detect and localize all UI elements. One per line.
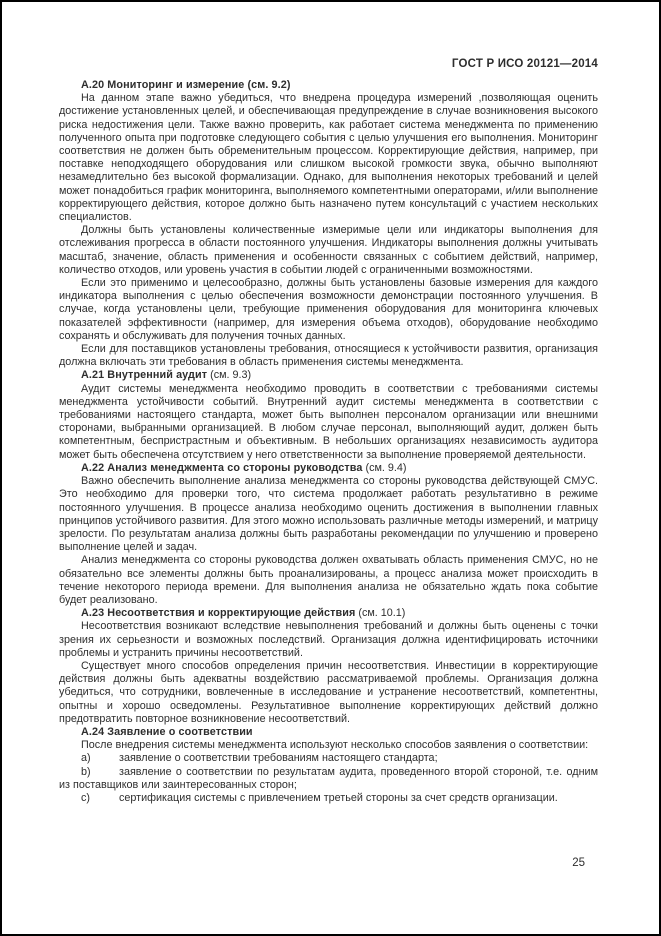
- document-content: [59, 79, 598, 805]
- paragraph: Должны быть установлены количественные измеримые цели или индикаторы выполнения для отслеживания прогресса в области постоянного улучшения. Индикаторы выполнения должны учитывать масштаб, значение, область применения и особенности связанных с событием действий, например, количество отходов, или уровень участия в событии людей с ограниченными возможностями.: [59, 224, 598, 276]
- list-marker-c: c): [81, 791, 90, 804]
- list-text-a: заявление о соответствии требованиям настоящего стандарта;: [119, 752, 438, 765]
- section-heading-a23-bold: А.23 Несоответствия и корректирующие действия: [81, 607, 356, 620]
- paragraph: Анализ менеджмента со стороны руководства должен охватывать область применения СМУС, но не обязательно все элементы должны быть проанализированы, а процесс анализа может происходить в течение некоторого периода времени. Для выполнения анализа не обязательно ждать пока событие будет реализовано.: [59, 554, 598, 606]
- section-heading-a20-bold: А.20 Мониторинг и измерение (см. 9.2): [81, 79, 291, 91]
- list-marker-a: a): [81, 752, 91, 765]
- list-item-b: [59, 766, 598, 792]
- paragraph: Несоответствия возникают вследствие невыполнения требований и должны быть оценены с точки зрения их серьезности и возможных последствий. Организация должна идентифицировать источники проблемы и устранить причины несоответствий.: [59, 620, 598, 659]
- page-number: 25: [572, 857, 585, 869]
- paragraph: После внедрения системы менеджмента используют несколько способов заявления о соответствии:: [81, 739, 589, 752]
- section-heading-a21: [59, 369, 598, 382]
- section-heading-a24: [59, 726, 598, 739]
- paragraph: На данном этапе важно убедиться, что внедрена процедура измерений ,позволяющая оценить достижение установленных целей, и обеспечивающая предупреждение в случае возникновения высокого риска недостижения цели. Также важно проверить, как работает система менеджмента по применению полученного опыта при подготовке следующего события с целью улучшения его выполнения. Мониторинг соответствия не должен быть обременительным процессом. Корректирующие действия, например, при поставке неподходящего оборудования или слишком высокой громкости звука, обычно выполняют незамедлительно без высокой формализации. Однако, для выполнения некоторых требований и целей может понадобиться график мониторинга, выполняемого компетентными операторами, и/или выполнение корректирующего действия, которое должно быть назначено путем консультаций с участием нескольких специалистов.: [59, 92, 598, 224]
- paragraph: Важно обеспечить выполнение анализа менеджмента со стороны руководства действующей СМУС. Это необходимо для проверки того, что система продолжает работать результативно в режиме постоянного улучшения. В процессе анализа необходимо оценить достижения в выполнении главных принципов устойчивого развития. Для этого можно использовать различные методы измерений, и матрицу зрелости. По результатам анализа должны быть разработаны рекомендации по улучшению и проверено выполнение целей и задач.: [59, 475, 598, 554]
- list-item-a: [59, 752, 598, 765]
- list-text-c: сертификация системы с привлечением третьей стороны за счет средств организации.: [119, 791, 558, 804]
- list-text-b: заявление о соответствии по результатам аудита, проведенного второй стороной, т.е. одним из поставщиков или заинтересованных сторон;: [59, 765, 598, 791]
- section-heading-a24-bold: А.24 Заявление о соответствии: [81, 725, 253, 738]
- section-heading-a22-rest: (см. 9.4): [362, 461, 407, 474]
- paragraph: Существует много способов определения причин несоответствия. Инвестиции в корректирующие действия должны быть адекватны воздействию рассматриваемой проблемы. Организация должна убедиться, что сотрудники, вовлеченные в исследование и устранение несоответствий, компетентны, опытны и хорошо осведомлены. Результативное выполнение корректирующих действий должно предотвратить повторное возникновение несоответствий.: [59, 659, 598, 725]
- section-heading-a21-rest: (см. 9.3): [207, 369, 252, 382]
- section-heading-a22-bold: А.22 Анализ менеджмента со стороны руководства: [81, 461, 363, 474]
- paragraph: Если для поставщиков установлены требования, относящиеся к устойчивости развития, организация должна включать эти требования в область применения системы менеджмента.: [59, 343, 598, 369]
- running-header: [59, 58, 598, 70]
- list-marker-b: b): [81, 765, 91, 778]
- section-heading-a23: [59, 607, 598, 620]
- section-heading-a22: [59, 462, 598, 475]
- document-code: ГОСТ Р ИСО 20121—2014: [451, 58, 598, 70]
- paragraph: Если это применимо и целесообразно, должны быть установлены базовые измерения для каждого индикатора выполнения с целью обеспечения возможности демонстрации постоянного улучшения. В случае, когда установлены цели, требующие применения оборудования для мониторинга ключевых показателей эффективности (например, для измерения объема отходов), оборудование необходимо сохранять и обслуживать для получения точных данных.: [59, 277, 598, 342]
- paragraph: Аудит системы менеджмента необходимо проводить в соответствии с требованиями системы менеджмента устойчивости событий. Внутренний аудит системы менеджмента в соответствии с требованиями настоящего стандарта, может быть выполнен персоналом организации или внешними сторонами, выбранными организацией. В любом случае персонал, выполняющий аудит, должен быть компетентным, беспристрастным и объективным. В небольших организациях независимость аудитора может быть обеспечена отсутствием у него ответственности за выполнение проверяемой деятельности.: [59, 382, 598, 461]
- section-heading-a21-bold: А.21 Внутренний аудит: [81, 369, 208, 382]
- section-heading-a23-rest: (см. 10.1): [355, 607, 406, 620]
- list-item-c: [59, 792, 598, 805]
- section-heading-a20: [59, 79, 598, 92]
